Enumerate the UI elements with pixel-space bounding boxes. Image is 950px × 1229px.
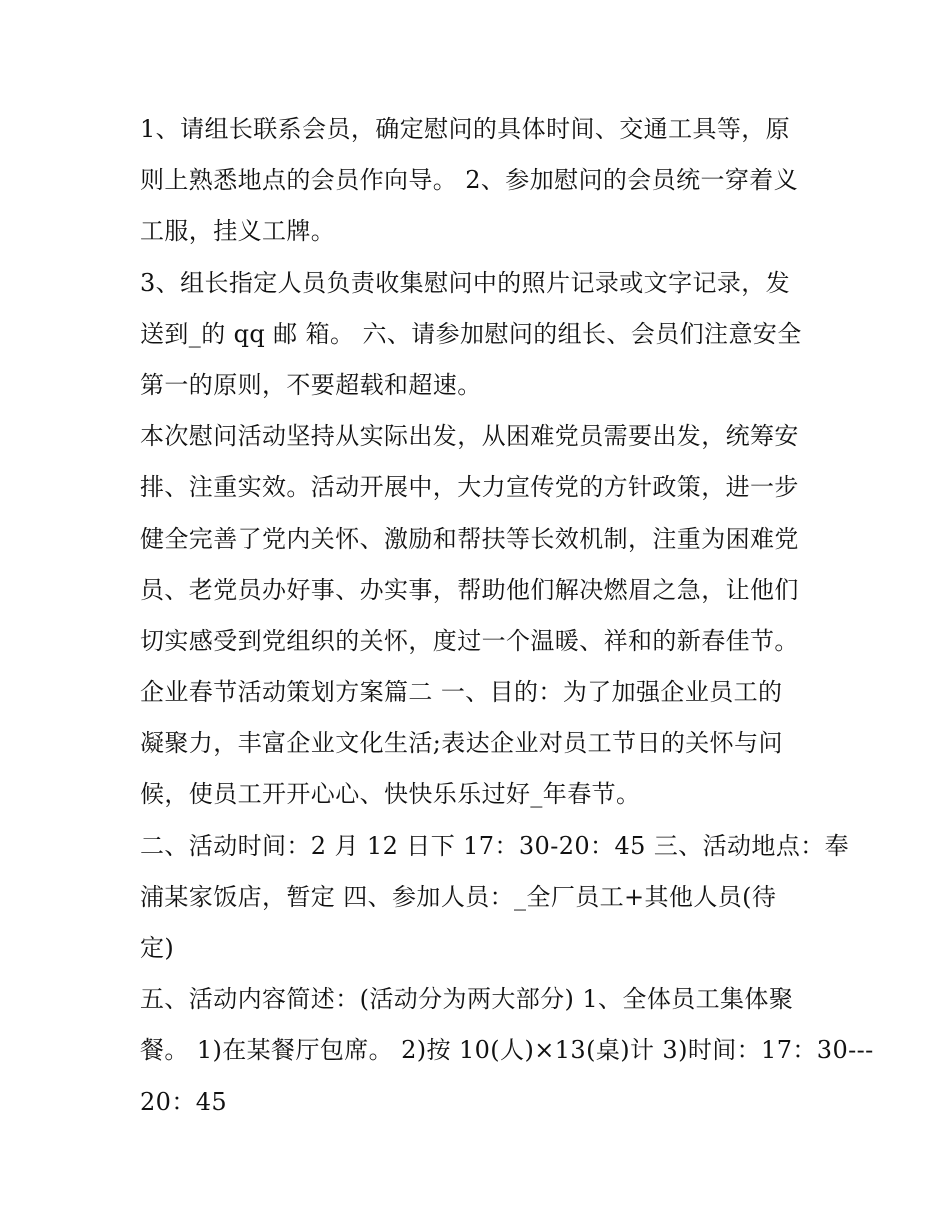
text-line: 本次慰问活动坚持从实际出发，从困难党员需要出发，统筹安 bbox=[140, 422, 799, 451]
text-line: 1、请组长联系会员，确定慰问的具体时间、交通工具等，原 bbox=[140, 115, 791, 143]
text-line: 五、活动内容简述：(活动分为两大部分) 1、全体员工集体聚 bbox=[140, 985, 794, 1014]
text-line: 排、注重实效。活动开展中，大力宣传党的方针政策，进一步 bbox=[140, 473, 799, 502]
text-line: 第一的原则，不要超载和超速。 bbox=[140, 370, 482, 399]
text-line: 二、活动时间：2 月 12 日下 17：30-20：45 三、活动地点：奉 bbox=[140, 831, 850, 860]
text-line: 候，使员工开开心心、快快乐乐过好_年春节。 bbox=[140, 780, 641, 809]
text-line: 餐。 1)在某餐厅包席。 2)按 10(人)×13(桌)计 3)时间：17：30--- bbox=[140, 1036, 874, 1065]
text-line: 则上熟悉地点的会员作向导。 2、参加慰问的会员统一穿着义 bbox=[140, 166, 799, 195]
text-line: 3、组长指定人员负责收集慰问中的照片记录或文字记录，发 bbox=[140, 268, 791, 297]
document-body bbox=[140, 104, 874, 1128]
text-line: 浦某家饭店，暂定 四、参加人员：_全厂员工+其他人员(待 bbox=[140, 882, 777, 911]
text-line: 20：45 bbox=[140, 1087, 228, 1116]
text-line: 凝聚力，丰富企业文化生活;表达企业对员工节日的关怀与问 bbox=[140, 729, 783, 758]
text-line: 员、老党员办好事、办实事，帮助他们解决燃眉之急，让他们 bbox=[140, 575, 799, 604]
text-line: 企业春节活动策划方案篇二 一、目的：为了加强企业员工的 bbox=[140, 678, 783, 707]
text-line: 送到_的 qq 邮 箱。 六、请参加慰问的组长、会员们注意安全 bbox=[140, 319, 802, 348]
text-line: 定) bbox=[140, 934, 175, 962]
text-line: 工服，挂义工牌。 bbox=[140, 217, 336, 246]
text-line: 切实感受到党组织的关怀，度过一个温暖、祥和的新春佳节。 bbox=[140, 626, 799, 655]
text-line: 健全完善了党内关怀、激励和帮扶等长效机制，注重为困难党 bbox=[140, 524, 799, 553]
